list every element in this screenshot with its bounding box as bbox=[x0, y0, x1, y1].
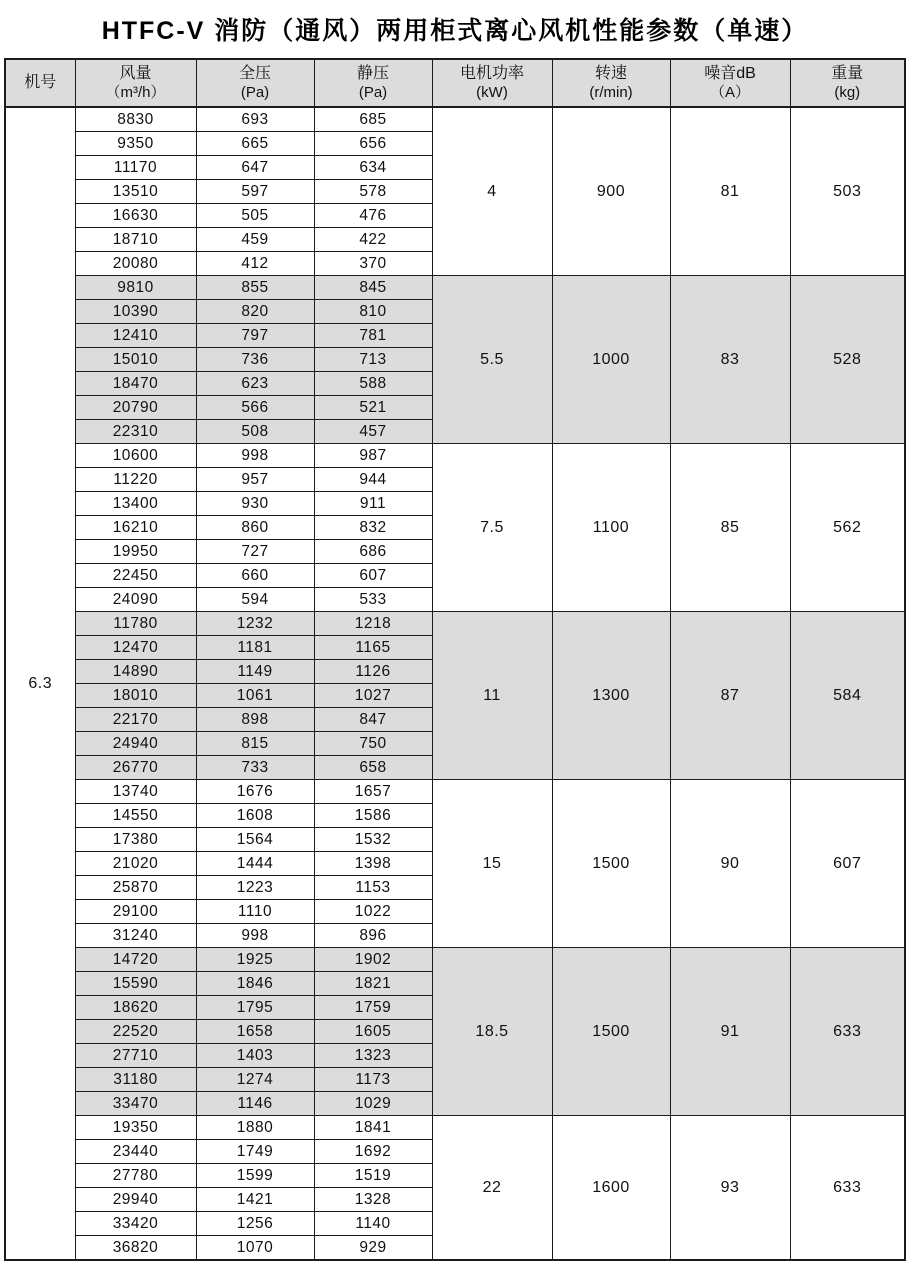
motor-power-cell: 11 bbox=[432, 612, 552, 780]
total-pressure-cell: 998 bbox=[196, 444, 314, 468]
static-pressure-cell: 686 bbox=[314, 540, 432, 564]
total-pressure-cell: 597 bbox=[196, 180, 314, 204]
static-pressure-cell: 1022 bbox=[314, 900, 432, 924]
table-row bbox=[5, 444, 905, 468]
total-pressure-cell: 1925 bbox=[196, 948, 314, 972]
airflow-cell: 8830 bbox=[75, 107, 196, 132]
static-pressure-cell: 1328 bbox=[314, 1188, 432, 1212]
static-pressure-cell: 607 bbox=[314, 564, 432, 588]
airflow-cell: 25870 bbox=[75, 876, 196, 900]
static-pressure-cell: 1398 bbox=[314, 852, 432, 876]
total-pressure-cell: 412 bbox=[196, 252, 314, 276]
airflow-cell: 33420 bbox=[75, 1212, 196, 1236]
airflow-cell: 27780 bbox=[75, 1164, 196, 1188]
total-pressure-cell: 1880 bbox=[196, 1116, 314, 1140]
static-pressure-cell: 781 bbox=[314, 324, 432, 348]
airflow-cell: 36820 bbox=[75, 1236, 196, 1261]
static-pressure-cell: 810 bbox=[314, 300, 432, 324]
speed-cell: 900 bbox=[552, 107, 670, 276]
airflow-cell: 18710 bbox=[75, 228, 196, 252]
total-pressure-cell: 1274 bbox=[196, 1068, 314, 1092]
static-pressure-cell: 685 bbox=[314, 107, 432, 132]
total-pressure-cell: 855 bbox=[196, 276, 314, 300]
airflow-cell: 26770 bbox=[75, 756, 196, 780]
total-pressure-cell: 733 bbox=[196, 756, 314, 780]
static-pressure-cell: 422 bbox=[314, 228, 432, 252]
col-header-noise bbox=[670, 59, 790, 107]
speed-cell: 1600 bbox=[552, 1116, 670, 1261]
total-pressure-cell: 727 bbox=[196, 540, 314, 564]
total-pressure-cell: 693 bbox=[196, 107, 314, 132]
airflow-cell: 14720 bbox=[75, 948, 196, 972]
static-pressure-cell: 656 bbox=[314, 132, 432, 156]
airflow-cell: 13400 bbox=[75, 492, 196, 516]
total-pressure-cell: 898 bbox=[196, 708, 314, 732]
table-header bbox=[5, 59, 905, 107]
airflow-cell: 16630 bbox=[75, 204, 196, 228]
static-pressure-cell: 521 bbox=[314, 396, 432, 420]
col-header-airflow-unit: （m³/h） bbox=[105, 84, 166, 102]
airflow-cell: 13740 bbox=[75, 780, 196, 804]
static-pressure-cell: 847 bbox=[314, 708, 432, 732]
noise-cell: 81 bbox=[670, 107, 790, 276]
static-pressure-cell: 1126 bbox=[314, 660, 432, 684]
weight-cell: 633 bbox=[790, 1116, 905, 1261]
static-pressure-cell: 1902 bbox=[314, 948, 432, 972]
airflow-cell: 22520 bbox=[75, 1020, 196, 1044]
static-pressure-cell: 832 bbox=[314, 516, 432, 540]
motor-power-cell: 5.5 bbox=[432, 276, 552, 444]
airflow-cell: 15590 bbox=[75, 972, 196, 996]
total-pressure-cell: 1564 bbox=[196, 828, 314, 852]
static-pressure-cell: 1029 bbox=[314, 1092, 432, 1116]
static-pressure-cell: 713 bbox=[314, 348, 432, 372]
static-pressure-cell: 370 bbox=[314, 252, 432, 276]
static-pressure-cell: 658 bbox=[314, 756, 432, 780]
col-header-noise-name: 噪音dB bbox=[704, 65, 756, 83]
airflow-cell: 11780 bbox=[75, 612, 196, 636]
col-header-motor-power bbox=[432, 59, 552, 107]
total-pressure-cell: 1061 bbox=[196, 684, 314, 708]
total-pressure-cell: 860 bbox=[196, 516, 314, 540]
static-pressure-cell: 634 bbox=[314, 156, 432, 180]
airflow-cell: 16210 bbox=[75, 516, 196, 540]
table-row bbox=[5, 948, 905, 972]
static-pressure-cell: 987 bbox=[314, 444, 432, 468]
speed-cell: 1100 bbox=[552, 444, 670, 612]
table-row bbox=[5, 612, 905, 636]
col-header-model-name: 机号 bbox=[24, 74, 57, 92]
header-row bbox=[5, 59, 905, 107]
airflow-cell: 15010 bbox=[75, 348, 196, 372]
col-header-static-pressure-name: 静压 bbox=[356, 65, 389, 83]
airflow-cell: 18470 bbox=[75, 372, 196, 396]
speed-cell: 1300 bbox=[552, 612, 670, 780]
total-pressure-cell: 815 bbox=[196, 732, 314, 756]
motor-power-cell: 15 bbox=[432, 780, 552, 948]
col-header-weight-name: 重量 bbox=[831, 65, 864, 83]
total-pressure-cell: 1149 bbox=[196, 660, 314, 684]
col-header-model bbox=[5, 59, 75, 107]
static-pressure-cell: 457 bbox=[314, 420, 432, 444]
static-pressure-cell: 1657 bbox=[314, 780, 432, 804]
static-pressure-cell: 588 bbox=[314, 372, 432, 396]
airflow-cell: 12410 bbox=[75, 324, 196, 348]
total-pressure-cell: 1421 bbox=[196, 1188, 314, 1212]
static-pressure-cell: 1532 bbox=[314, 828, 432, 852]
col-header-speed-unit: (r/min) bbox=[589, 84, 633, 102]
page bbox=[0, 16, 910, 1256]
total-pressure-cell: 1749 bbox=[196, 1140, 314, 1164]
total-pressure-cell: 1608 bbox=[196, 804, 314, 828]
total-pressure-cell: 1658 bbox=[196, 1020, 314, 1044]
total-pressure-cell: 1256 bbox=[196, 1212, 314, 1236]
total-pressure-cell: 566 bbox=[196, 396, 314, 420]
airflow-cell: 19350 bbox=[75, 1116, 196, 1140]
static-pressure-cell: 476 bbox=[314, 204, 432, 228]
noise-cell: 93 bbox=[670, 1116, 790, 1261]
noise-cell: 87 bbox=[670, 612, 790, 780]
airflow-cell: 20080 bbox=[75, 252, 196, 276]
airflow-cell: 23440 bbox=[75, 1140, 196, 1164]
airflow-cell: 14890 bbox=[75, 660, 196, 684]
fan-performance-table bbox=[4, 58, 906, 1261]
noise-cell: 90 bbox=[670, 780, 790, 948]
weight-cell: 528 bbox=[790, 276, 905, 444]
static-pressure-cell: 911 bbox=[314, 492, 432, 516]
airflow-cell: 22450 bbox=[75, 564, 196, 588]
total-pressure-cell: 1223 bbox=[196, 876, 314, 900]
noise-cell: 85 bbox=[670, 444, 790, 612]
total-pressure-cell: 647 bbox=[196, 156, 314, 180]
speed-cell: 1500 bbox=[552, 948, 670, 1116]
col-header-weight-unit: (kg) bbox=[834, 84, 861, 102]
total-pressure-cell: 957 bbox=[196, 468, 314, 492]
static-pressure-cell: 533 bbox=[314, 588, 432, 612]
col-header-speed bbox=[552, 59, 670, 107]
airflow-cell: 22170 bbox=[75, 708, 196, 732]
airflow-cell: 18010 bbox=[75, 684, 196, 708]
static-pressure-cell: 845 bbox=[314, 276, 432, 300]
airflow-cell: 29100 bbox=[75, 900, 196, 924]
total-pressure-cell: 820 bbox=[196, 300, 314, 324]
airflow-cell: 24090 bbox=[75, 588, 196, 612]
table-row bbox=[5, 276, 905, 300]
weight-cell: 607 bbox=[790, 780, 905, 948]
static-pressure-cell: 929 bbox=[314, 1236, 432, 1261]
motor-power-cell: 4 bbox=[432, 107, 552, 276]
total-pressure-cell: 1444 bbox=[196, 852, 314, 876]
total-pressure-cell: 660 bbox=[196, 564, 314, 588]
total-pressure-cell: 665 bbox=[196, 132, 314, 156]
total-pressure-cell: 1181 bbox=[196, 636, 314, 660]
static-pressure-cell: 1218 bbox=[314, 612, 432, 636]
static-pressure-cell: 1586 bbox=[314, 804, 432, 828]
airflow-cell: 20790 bbox=[75, 396, 196, 420]
total-pressure-cell: 998 bbox=[196, 924, 314, 948]
static-pressure-cell: 1605 bbox=[314, 1020, 432, 1044]
total-pressure-cell: 1846 bbox=[196, 972, 314, 996]
airflow-cell: 31180 bbox=[75, 1068, 196, 1092]
airflow-cell: 27710 bbox=[75, 1044, 196, 1068]
noise-cell: 91 bbox=[670, 948, 790, 1116]
airflow-cell: 9810 bbox=[75, 276, 196, 300]
static-pressure-cell: 1821 bbox=[314, 972, 432, 996]
table-row bbox=[5, 780, 905, 804]
motor-power-cell: 18.5 bbox=[432, 948, 552, 1116]
airflow-cell: 13510 bbox=[75, 180, 196, 204]
total-pressure-cell: 1599 bbox=[196, 1164, 314, 1188]
col-header-motor-power-name: 电机功率 bbox=[459, 65, 524, 83]
table-row bbox=[5, 107, 905, 132]
total-pressure-cell: 930 bbox=[196, 492, 314, 516]
static-pressure-cell: 1759 bbox=[314, 996, 432, 1020]
airflow-cell: 11170 bbox=[75, 156, 196, 180]
airflow-cell: 11220 bbox=[75, 468, 196, 492]
total-pressure-cell: 508 bbox=[196, 420, 314, 444]
noise-cell: 83 bbox=[670, 276, 790, 444]
static-pressure-cell: 1519 bbox=[314, 1164, 432, 1188]
airflow-cell: 17380 bbox=[75, 828, 196, 852]
airflow-cell: 33470 bbox=[75, 1092, 196, 1116]
airflow-cell: 10390 bbox=[75, 300, 196, 324]
col-header-total-pressure bbox=[196, 59, 314, 107]
static-pressure-cell: 1173 bbox=[314, 1068, 432, 1092]
weight-cell: 584 bbox=[790, 612, 905, 780]
col-header-noise-unit: （A） bbox=[709, 84, 750, 102]
airflow-cell: 12470 bbox=[75, 636, 196, 660]
total-pressure-cell: 736 bbox=[196, 348, 314, 372]
motor-power-cell: 22 bbox=[432, 1116, 552, 1261]
total-pressure-cell: 505 bbox=[196, 204, 314, 228]
col-header-airflow-name: 风量 bbox=[119, 65, 152, 83]
airflow-cell: 21020 bbox=[75, 852, 196, 876]
static-pressure-cell: 750 bbox=[314, 732, 432, 756]
airflow-cell: 31240 bbox=[75, 924, 196, 948]
col-header-speed-name: 转速 bbox=[594, 65, 627, 83]
static-pressure-cell: 1140 bbox=[314, 1212, 432, 1236]
total-pressure-cell: 1676 bbox=[196, 780, 314, 804]
speed-cell: 1000 bbox=[552, 276, 670, 444]
static-pressure-cell: 1692 bbox=[314, 1140, 432, 1164]
motor-power-cell: 7.5 bbox=[432, 444, 552, 612]
col-header-motor-power-unit: (kW) bbox=[476, 84, 508, 102]
airflow-cell: 10600 bbox=[75, 444, 196, 468]
total-pressure-cell: 797 bbox=[196, 324, 314, 348]
airflow-cell: 14550 bbox=[75, 804, 196, 828]
table-body bbox=[5, 107, 905, 1260]
static-pressure-cell: 1323 bbox=[314, 1044, 432, 1068]
total-pressure-cell: 594 bbox=[196, 588, 314, 612]
airflow-cell: 19950 bbox=[75, 540, 196, 564]
col-header-static-pressure bbox=[314, 59, 432, 107]
page-title: HTFC-V 消防（通风）两用柜式离心风机性能参数（单速） bbox=[101, 17, 809, 45]
total-pressure-cell: 1403 bbox=[196, 1044, 314, 1068]
col-header-weight bbox=[790, 59, 905, 107]
total-pressure-cell: 459 bbox=[196, 228, 314, 252]
total-pressure-cell: 1146 bbox=[196, 1092, 314, 1116]
col-header-total-pressure-name: 全压 bbox=[238, 65, 271, 83]
static-pressure-cell: 1153 bbox=[314, 876, 432, 900]
total-pressure-cell: 623 bbox=[196, 372, 314, 396]
table-row bbox=[5, 1116, 905, 1140]
static-pressure-cell: 1027 bbox=[314, 684, 432, 708]
static-pressure-cell: 896 bbox=[314, 924, 432, 948]
airflow-cell: 9350 bbox=[75, 132, 196, 156]
static-pressure-cell: 1841 bbox=[314, 1116, 432, 1140]
airflow-cell: 18620 bbox=[75, 996, 196, 1020]
total-pressure-cell: 1795 bbox=[196, 996, 314, 1020]
model-cell: 6.3 bbox=[5, 107, 75, 1260]
total-pressure-cell: 1070 bbox=[196, 1236, 314, 1261]
total-pressure-cell: 1110 bbox=[196, 900, 314, 924]
static-pressure-cell: 1165 bbox=[314, 636, 432, 660]
airflow-cell: 29940 bbox=[75, 1188, 196, 1212]
static-pressure-cell: 578 bbox=[314, 180, 432, 204]
weight-cell: 503 bbox=[790, 107, 905, 276]
weight-cell: 633 bbox=[790, 948, 905, 1116]
static-pressure-cell: 944 bbox=[314, 468, 432, 492]
col-header-total-pressure-unit: (Pa) bbox=[240, 84, 270, 102]
airflow-cell: 24940 bbox=[75, 732, 196, 756]
total-pressure-cell: 1232 bbox=[196, 612, 314, 636]
speed-cell: 1500 bbox=[552, 780, 670, 948]
weight-cell: 562 bbox=[790, 444, 905, 612]
airflow-cell: 22310 bbox=[75, 420, 196, 444]
col-header-airflow bbox=[75, 59, 196, 107]
col-header-static-pressure-unit: (Pa) bbox=[358, 84, 388, 102]
